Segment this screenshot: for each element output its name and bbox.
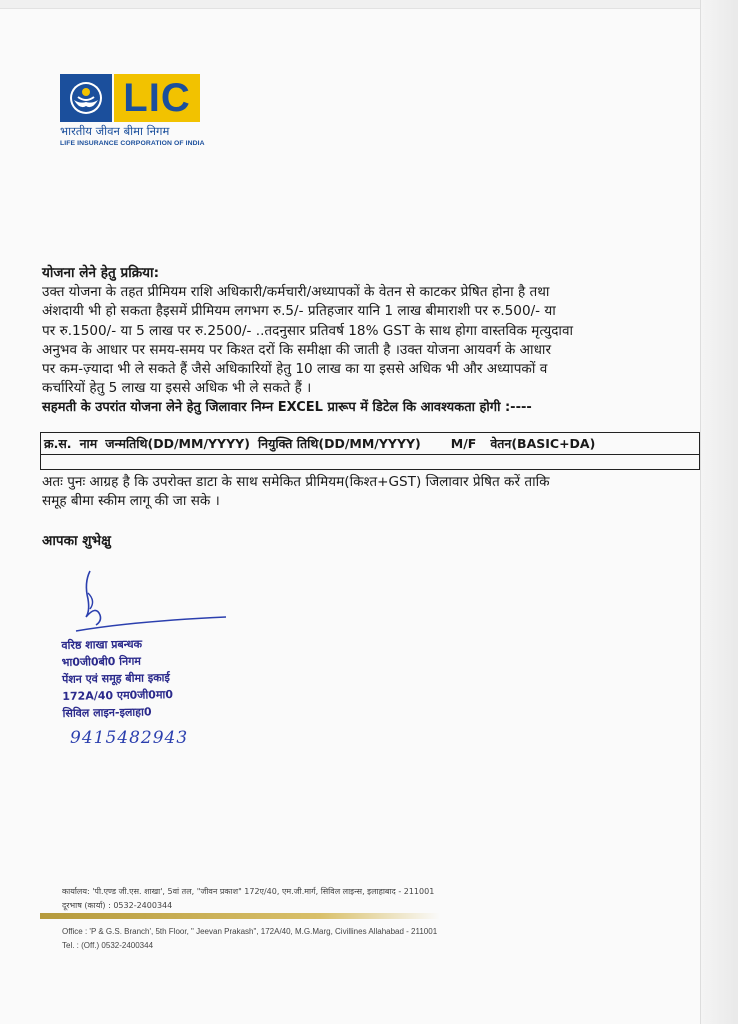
paragraph-line: अंशदायी भी हो सकता हैइसमें प्रीमियम लगभग रु.5/- प्रतिहजार यानि 1 लाख बीमाराशी पर रु.500/- या xyxy=(42,303,556,320)
column-name: नाम xyxy=(79,436,98,451)
paragraph-line: अनुभव के आधार पर समय-समय पर किश्त दरों कि समीक्षा की जाती है ।उक्त योजना आयवर्ग के आधार xyxy=(42,341,552,358)
table-header-row xyxy=(41,433,699,455)
table-empty-row xyxy=(41,455,699,469)
closing-line: अतः पुनः आग्रह है कि उपरोक्त डाटा के साथ समेकित प्रीमियम(किश्त+GST) जिलावार प्रेषित करें ताकि xyxy=(42,474,550,490)
excel-format-table xyxy=(40,432,700,470)
paragraph-line: उक्त योजना के तहत प्रीमियम राशि अधिकारी/कर्मचारी/अध्यापकों के वेतन से काटकर प्रेषित होना है तथा xyxy=(42,284,550,301)
page-top-edge xyxy=(0,0,738,9)
lic-wordmark: LIC xyxy=(114,74,200,122)
greeting: आपका शुभेक्षु xyxy=(42,533,111,549)
footer-hindi xyxy=(62,885,434,913)
lic-emblem-icon xyxy=(60,74,112,122)
official-stamp xyxy=(61,635,173,722)
stamp-line: 172A/40 एम0जी0मा0 xyxy=(62,688,174,703)
page-right-edge xyxy=(700,0,738,1024)
stamp-line: भा0जी0बी0 निगम xyxy=(61,654,142,669)
column-gender: M/F xyxy=(450,436,477,451)
consent-line: सहमती के उपरांत योजना लेने हेतु जिलावार निम्न EXCEL प्रारूप में डिटेल कि आवश्यकता होगी :---- xyxy=(42,400,532,416)
paragraph-line: कर्चारियों हेतु 5 लाख या इससे अधिक भी ले सकते हैं । xyxy=(42,380,312,397)
footer-hindi-phone: दूरभाष (कार्या) : 0532-2400344 xyxy=(62,901,173,910)
footer-english-office: Office : 'P & G.S. Branch', 5th Floor, " Jeevan Prakash", 172A/40, M.G.Marg, Civillines Allahabad - 211001 xyxy=(62,927,438,936)
footer-gold-divider xyxy=(40,913,440,919)
column-dob: जन्मतिथि(DD/MM/YYYY) xyxy=(105,436,250,451)
stamp-line: सिविल लाइन-इलाहा0 xyxy=(62,705,152,720)
footer-hindi-office: कार्यालय: 'पी.एण्ड जी.एस. शाखा', 5वां तल, "जीवन प्रकाश" 172ए/40, एम.जी.मार्ग, सिविल लाइन्स, इलाहाबाद - 211001 xyxy=(62,887,435,896)
handwritten-phone-number: 9415482943 xyxy=(70,728,189,748)
procedure-section xyxy=(42,264,704,418)
stamp-line: पेंशन एवं समूह बीमा इकाई xyxy=(61,671,170,686)
closing-line: समूह बीमा स्कीम लागू की जा सके । xyxy=(42,493,220,510)
procedure-heading: योजना लेने हेतु प्रक्रिया: xyxy=(42,265,160,281)
paragraph-line: पर रु.1500/- या 5 लाख पर रु.2500/- ..तदनुसार प्रतिवर्ष 18% GST के साथ होगा वास्तविक मृत्युदावा xyxy=(42,322,574,339)
paragraph-line: पर कम-ज़्यादा भी ले सकते हैं जैसे अधिकारियों हेतु 10 लाख का या इससे अधिक भी और अध्यापकों व xyxy=(42,361,548,378)
stamp-line: वरिष्ठ शाखा प्रबन्धक xyxy=(61,637,143,652)
procedure-paragraph xyxy=(42,283,704,398)
footer-english-phone: Tel. : (Off.) 0532-2400344 xyxy=(62,941,154,950)
footer-english xyxy=(62,925,437,953)
column-appointment-date: नियुक्ति तिथि(DD/MM/YYYY) xyxy=(257,436,421,451)
column-salary: वेतन(BASIC+DA) xyxy=(490,436,596,451)
logo-english-name: LIFE INSURANCE CORPORATION OF INDIA xyxy=(60,140,205,147)
closing-paragraph xyxy=(42,473,702,511)
logo-hindi-name: भारतीय जीवन बीमा निगम xyxy=(60,124,170,138)
column-serial: क्र.स. xyxy=(44,436,72,451)
